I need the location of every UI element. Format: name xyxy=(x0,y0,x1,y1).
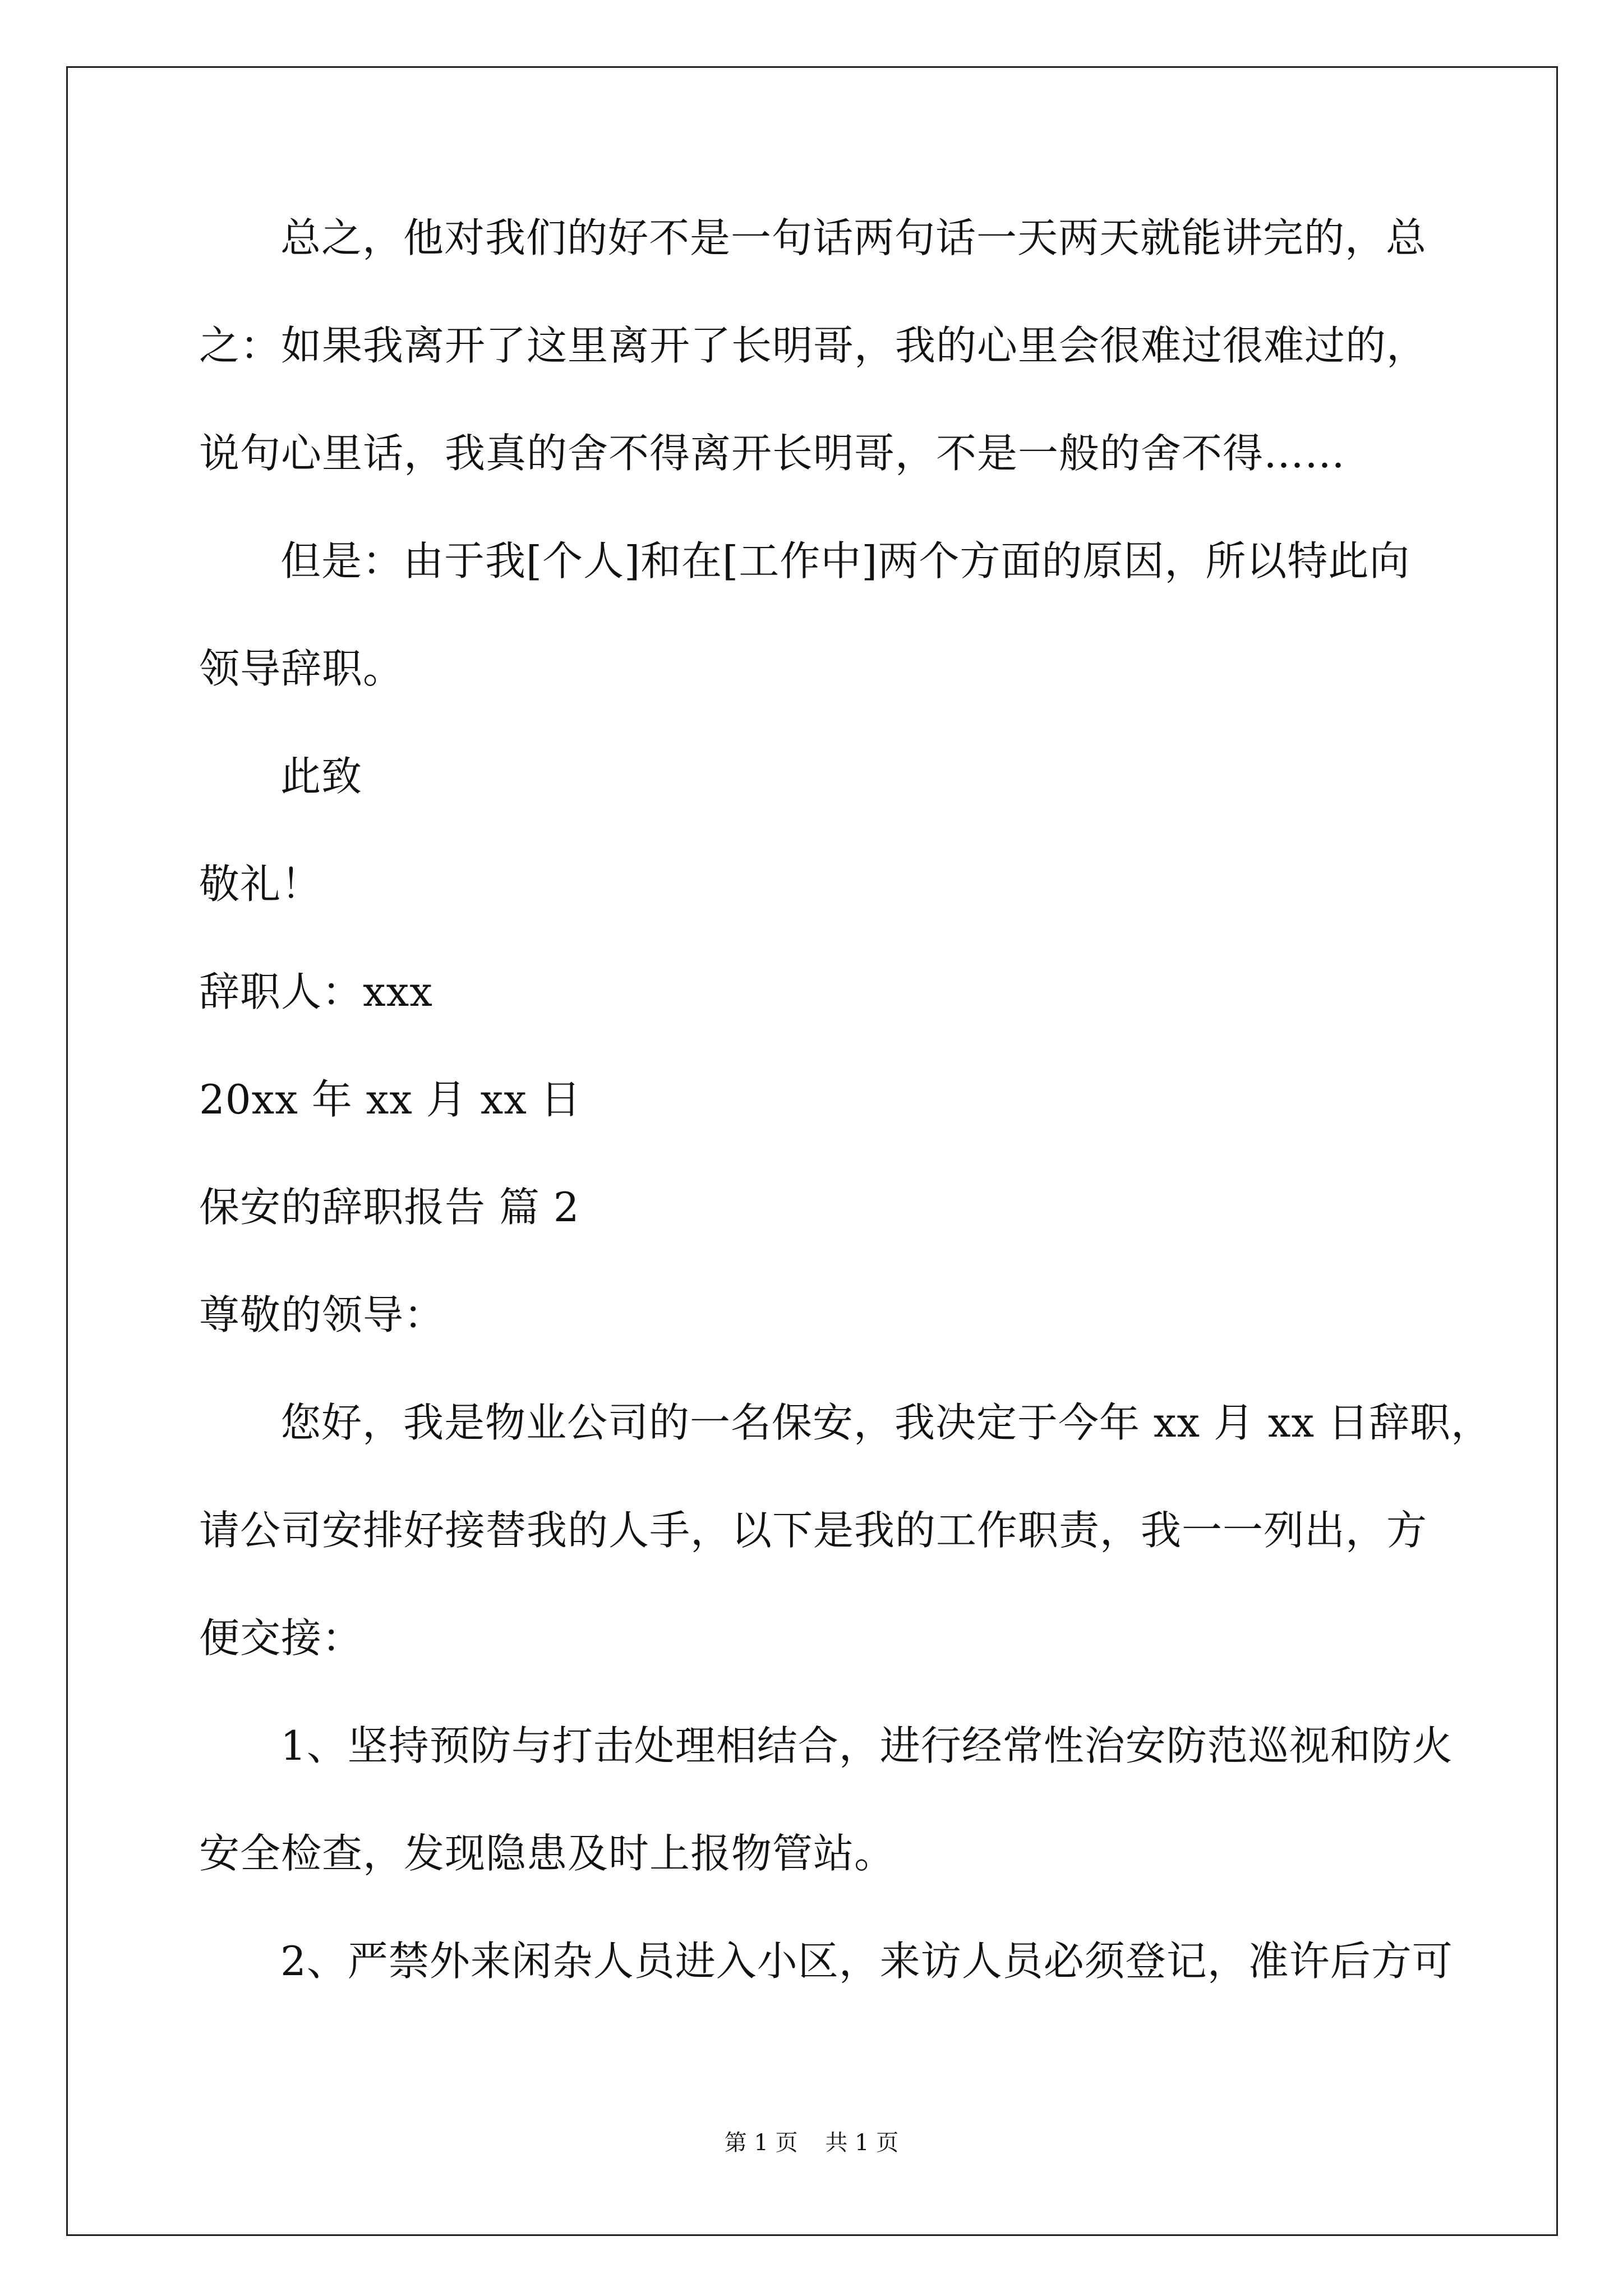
list-item: 2、严禁外来闲杂人员进入小区，来访人员必须登记，准许后方可 xyxy=(280,1938,1453,1985)
salutation: 敬礼！ xyxy=(199,861,322,908)
section-heading: 保安的辞职报告 篇 2 xyxy=(199,1184,580,1231)
text-line: 安全检查，发现隐患及时上报物管站。 xyxy=(199,1830,896,1877)
page-number: 第 1 页 xyxy=(724,2130,798,2156)
signature-line: 辞职人：xxx xyxy=(199,968,433,1015)
page-border xyxy=(66,66,1558,2236)
text-line: 请公司安排好接替我的人手，以下是我的工作职责，我一一列出，方 xyxy=(199,1507,1428,1554)
page-footer xyxy=(0,2132,1623,2154)
text-line: 领导辞职。 xyxy=(199,645,404,692)
page-total: 共 1 页 xyxy=(825,2130,899,2156)
text-line: 但是：由于我[个人]和在[工作中]两个方面的原因，所以特此向 xyxy=(280,537,1410,585)
text-line: 总之，他对我们的好不是一句话两句话一天两天就能讲完的，总 xyxy=(280,214,1427,261)
text-line: 说句心里话，我真的舍不得离开长明哥，不是一般的舍不得…… xyxy=(199,430,1346,477)
date-line: 20xx 年 xx 月 xx 日 xyxy=(199,1076,582,1123)
text-line: 您好，我是物业公司的一名保安，我决定于今年 xx 月 xx 日辞职， xyxy=(280,1399,1492,1446)
text-line: 便交接： xyxy=(199,1614,363,1662)
closing-phrase: 此致 xyxy=(280,753,363,800)
text-line: 之：如果我离开了这里离开了长明哥，我的心里会很难过很难过的， xyxy=(199,322,1428,369)
list-item: 1、坚持预防与打击处理相结合，进行经常性治安防范巡视和防火 xyxy=(280,1722,1453,1769)
letter-greeting: 尊敬的领导： xyxy=(199,1291,445,1338)
